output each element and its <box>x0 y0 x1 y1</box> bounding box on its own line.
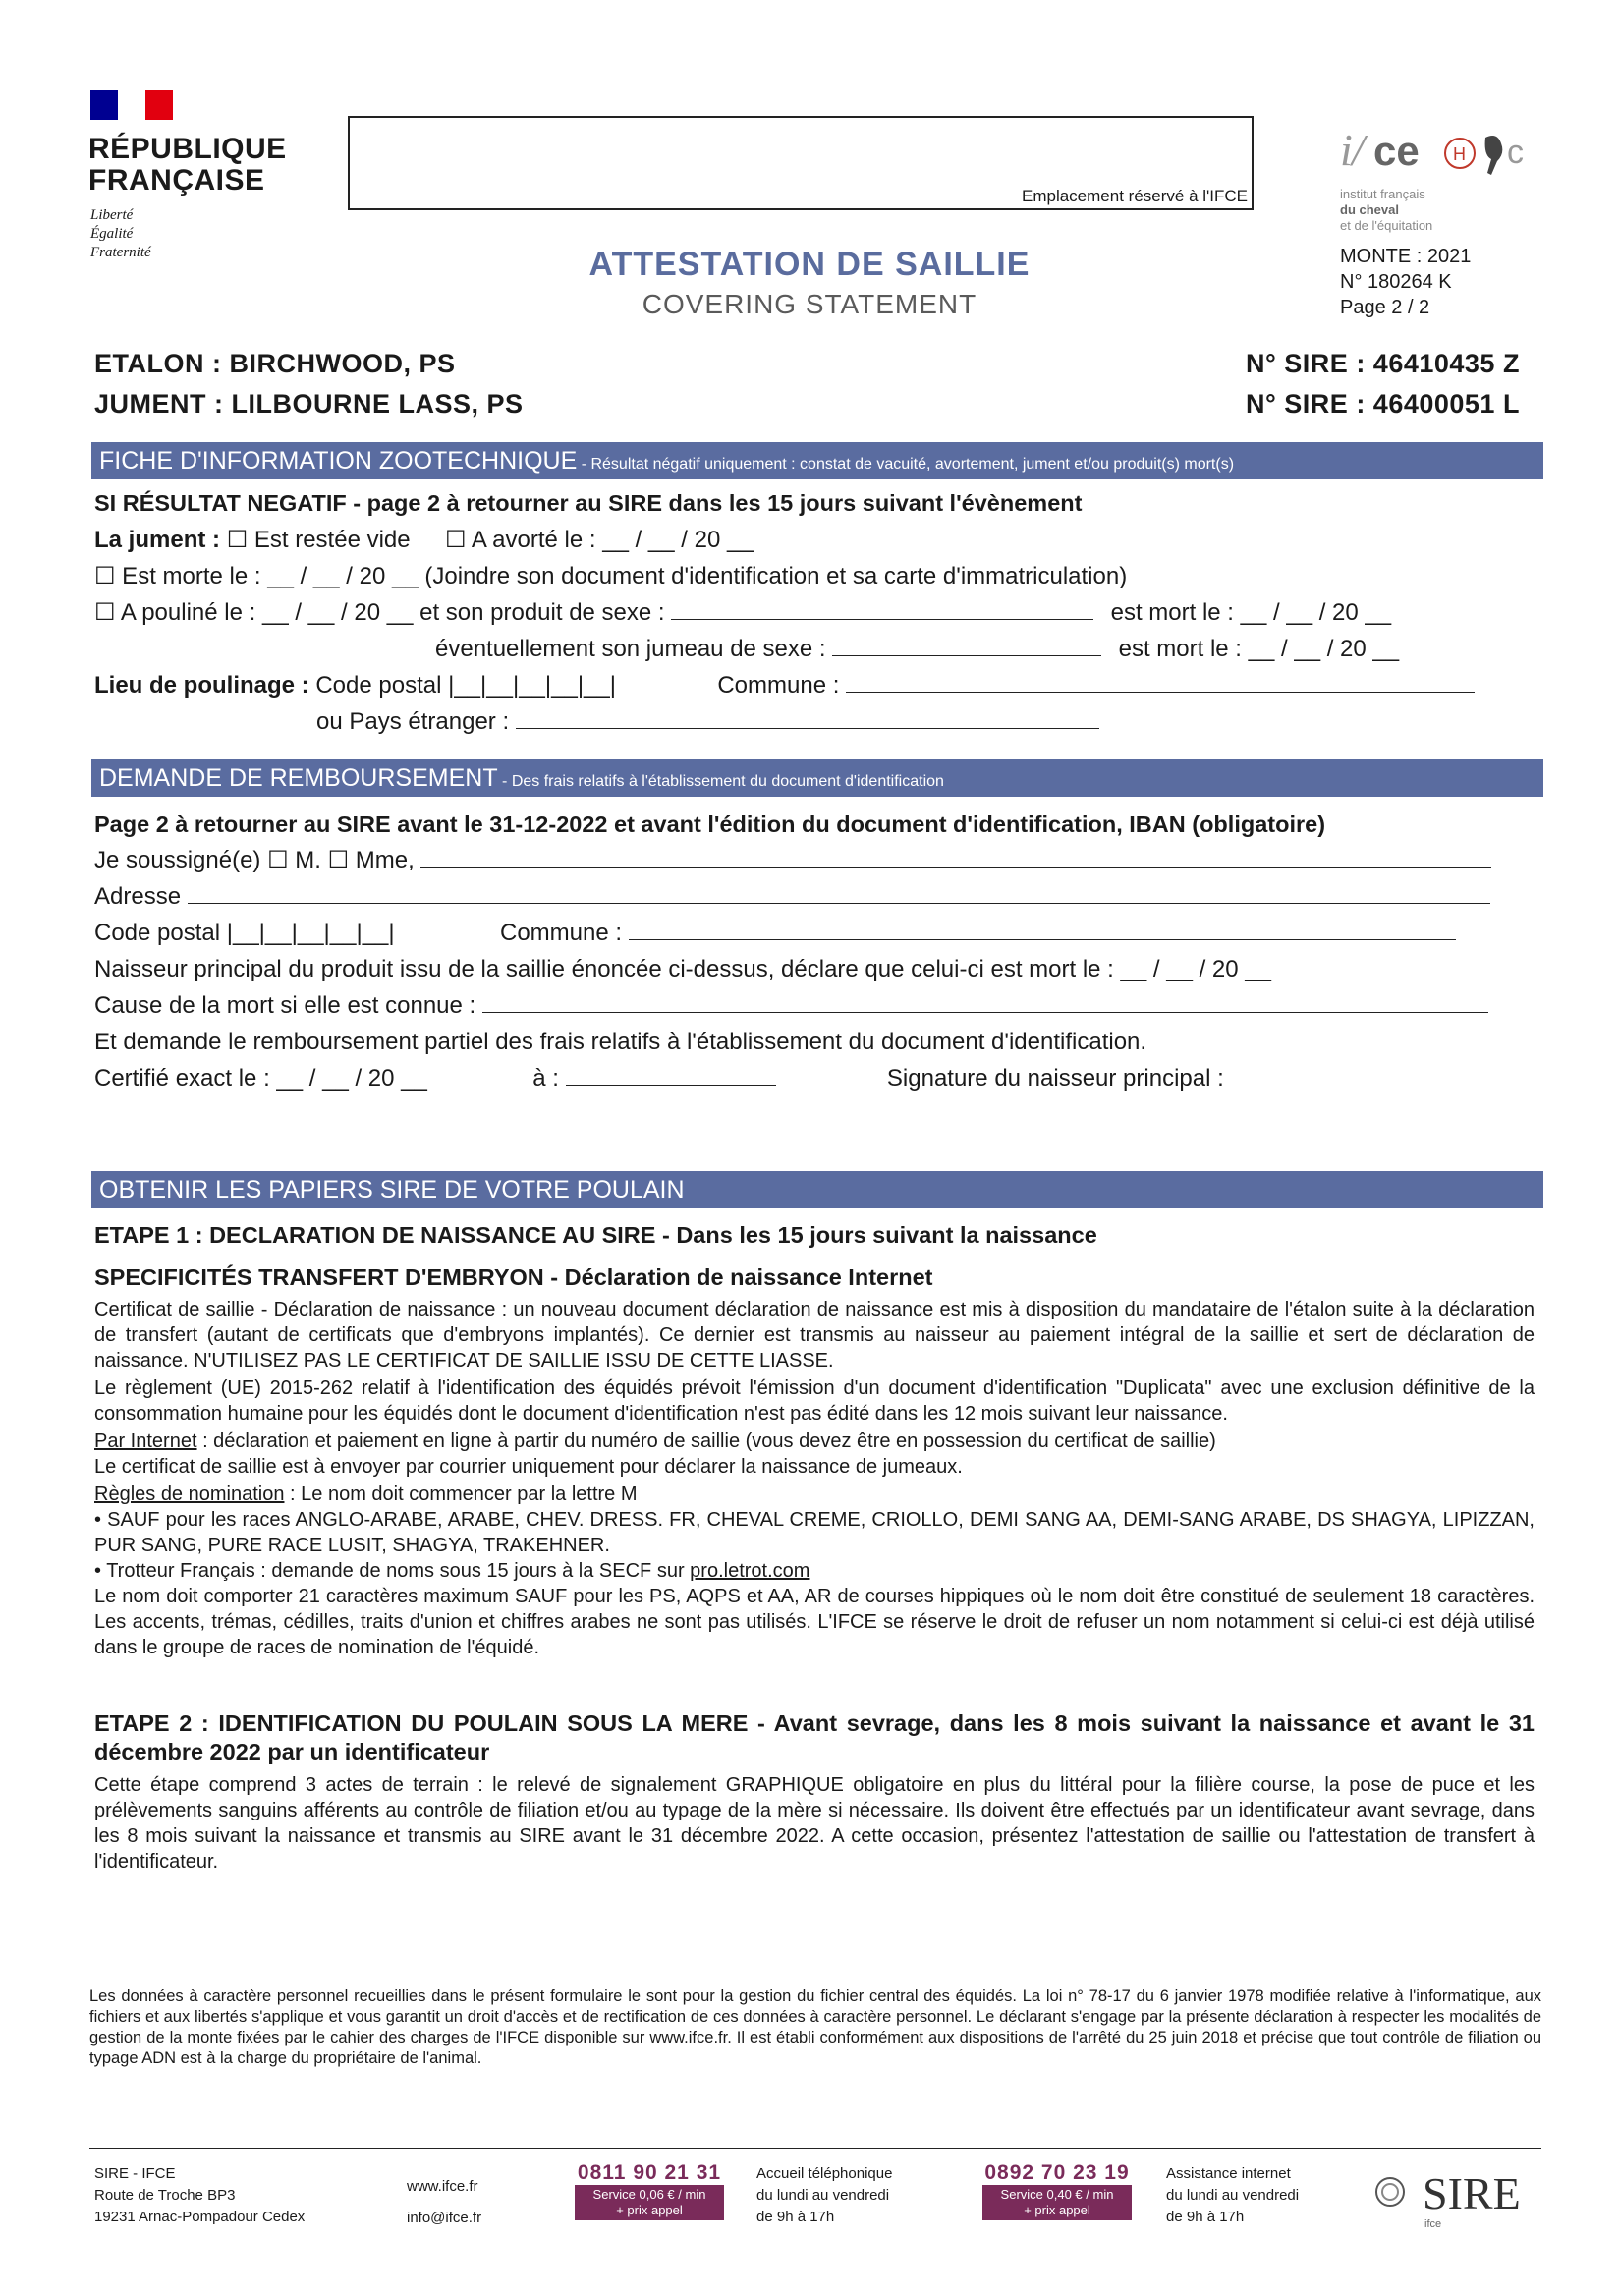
phone2-tariff: Service 0,40 € / min + prix appel <box>982 2185 1132 2220</box>
adresse-line: Adresse <box>94 882 1490 912</box>
reserved-label: Emplacement réservé à l'IFCE <box>1022 187 1248 205</box>
marianne-flag-logo <box>90 90 173 120</box>
email-link[interactable]: info@ifce.fr <box>407 2210 482 2226</box>
pays-line: ou Pays étranger : <box>316 707 1099 737</box>
republic-motto: Liberté Égalité Fraternité <box>90 207 151 260</box>
phone1-tariff: Service 0,06 € / min + prix appel <box>575 2185 724 2220</box>
phone2-number[interactable]: 0892 70 23 19 <box>984 2161 1130 2184</box>
page-number: Page 2 / 2 <box>1340 297 1430 318</box>
legal-notice: Les données à caractère personnel recueillies dans le présent formulaire le sont pour la gestion du fichier central des équidés. La loi n° 78-17 du 6 janvier 1978 modifiée relative à l'informatique, aux fichiers et aux libertés s'applique et vous garantit un droit d'accès et de rectification de ces données à caractère personnel. Le déclarant s'engage par la présente déclaration à respecter les modalités de gestion de la monte fixées par le cahier des charges de l'IFCE disponible sur www.ifce.fr. Il est établi conformément aux dispositions de l'arrêté du 25 juin 2018 et précise que tout contrôle de filiation ou typage ADN est à la charge du propriétaire de l'animal. <box>89 1988 1541 2067</box>
remboursement-heading: Page 2 à retourner au SIRE avant le 31-12-2022 et avant l'édition du document d'identification, IBAN (obligatoire) <box>94 812 1326 837</box>
monte-year: MONTE : 2021 <box>1340 246 1472 267</box>
section-papiers: OBTENIR LES PAPIERS SIRE DE VOTRE POULAIN <box>91 1171 1543 1208</box>
rembours-commune-field[interactable] <box>629 919 1456 940</box>
checkbox-pouline[interactable]: ☐ A pouliné le : __ / __ / 20 __ et son produit de sexe : <box>94 599 665 626</box>
svg-text:i: i <box>1340 125 1353 175</box>
papiers-body <box>94 1297 1535 1660</box>
lieu-poulinage-line: Lieu de poulinage : Code postal |__|__|__|__|__| Commune : <box>94 671 1475 700</box>
pouline-line: ☐ A pouliné le : __ / __ / 20 __ et son produit de sexe : est mort le : __ / __ / 20 __ <box>94 599 1392 626</box>
paragraph-trotteur: • Trotteur Français : demande de noms sous 15 jours à la SECF sur pro.letrot.com <box>94 1560 810 1582</box>
pays-field[interactable] <box>516 707 1099 729</box>
svg-text:H: H <box>1453 144 1466 164</box>
cp-commune-line: Code postal |__|__|__|__|__| Commune : <box>94 919 1456 948</box>
jumeau-sexe-field[interactable] <box>832 635 1101 656</box>
code-postal-field[interactable]: Code postal |__|__|__|__|__| <box>315 672 616 699</box>
section-remboursement: DEMANDE DE REMBOURSEMENT - Des frais relatifs à l'établissement du document d'identification <box>91 759 1543 797</box>
checkbox-restee-vide[interactable]: ☐ Est restée vide <box>226 527 411 553</box>
produit-sexe-field[interactable] <box>671 598 1093 620</box>
sire-swirl-icon <box>1373 2175 1407 2209</box>
document-number: N° 180264 K <box>1340 271 1452 293</box>
footer-contact <box>407 2171 481 2234</box>
svg-text:c: c <box>1507 134 1524 171</box>
cause-line: Cause de la mort si elle est connue : <box>94 991 1488 1021</box>
jumeau-line: éventuellement son jumeau de sexe : est mort le : __ / __ / 20 __ <box>435 636 1400 662</box>
sire-logo: SIRE <box>1423 2168 1521 2218</box>
phone2-block <box>982 2161 1132 2220</box>
sire-logo-sub: ifce <box>1424 2218 1442 2230</box>
republique-francaise-title: RÉPUBLIQUE FRANÇAISE <box>88 133 287 196</box>
footer-divider <box>89 2148 1541 2149</box>
paragraph-caracteres: Le nom doit comporter 21 caractères maximum SAUF pour les PS, AQPS et AA, AR de courses hippiques où le nom doit être constitué de seulement 18 caractères. Les accents, trémas, cédilles, traits d'union et chiffres arabes ne sont pas utilisés. L'IFCE se réserve le droit de refuser un nom notamment si celui-ci est déjà utilisé dans le groupe de races de nomination de l'équidé. <box>94 1586 1535 1658</box>
specificites-heading: SPECIFICITÉS TRANSFERT D'EMBRYON - Déclaration de naissance Internet <box>94 1264 933 1290</box>
lieu-field[interactable] <box>566 1064 776 1086</box>
checkbox-avorte[interactable]: ☐ A avorté le : __ / __ / 20 __ <box>444 527 754 553</box>
paragraph-reglement: Le règlement (UE) 2015-262 relatif à l'identification des équidés prévoit l'émission d'un document d'identification "Duplicata" avec une exclusion définitive de la consommation humaine pour les équidés dont le document d'identification n'est pas édité dans les 12 mois suivant leur naissance. <box>94 1377 1535 1425</box>
paragraph-internet: Par Internet : déclaration et paiement en ligne à partir du numéro de saillie (vous devez être en possession du certificat de saillie) <box>94 1430 1216 1452</box>
footer-address: SIRE - IFCE Route de Troche BP3 19231 Arnac-Pompadour Cedex <box>94 2165 306 2225</box>
ifce-tagline: institut français du cheval et de l'équitation <box>1340 187 1433 233</box>
checkbox-morte[interactable]: ☐ Est morte le : __ / __ / 20 __ (Joindre son document d'identification et sa carte d'immatriculation) <box>94 563 1128 589</box>
phone1-block <box>575 2161 724 2220</box>
ifce-logo <box>1338 118 1535 187</box>
paragraph-etape2: Cette étape comprend 3 actes de terrain : le relevé de signalement GRAPHIQUE obligatoire en plus du littéral pour la filière course, la pose de puce et les prélèvements sanguins afférents au contrôle de filiation et/ou au typage de la mère si nécessaire. Ils doivent être effectués par un identificateur avant sevrage, dans les 8 mois suivant la naissance et transmis au SIRE avant le 31 décembre 2022. A cette occasion, présentez l'attestation de saillie ou l'attestation de transfert à l'identificateur. <box>94 1774 1535 1873</box>
signature-label: Signature du naisseur principal : <box>886 1065 1224 1092</box>
rembours-code-postal-field[interactable]: Code postal |__|__|__|__|__| <box>94 920 395 946</box>
paragraph-jumeaux: Le certificat de saillie est à envoyer par courrier uniquement pour déclarer la naissance de jumeaux. <box>94 1456 963 1478</box>
nom-field[interactable] <box>420 846 1491 868</box>
etalon-name: ETALON : BIRCHWOOD, PS <box>94 349 456 378</box>
jument-status-line: La jument : ☐ Est restée vide ☐ A avorté le : __ / __ / 20 __ <box>94 527 754 553</box>
phone1-description: Accueil téléphonique du lundi au vendredi de 9h à 17h <box>756 2165 893 2225</box>
zootech-heading: SI RÉSULTAT NEGATIF - page 2 à retourner au SIRE dans les 15 jours suivant l'évènement <box>94 490 1083 516</box>
ifce-reserved-box <box>348 116 1254 210</box>
section-zootechnique: FICHE D'INFORMATION ZOOTECHNIQUE - Résultat négatif uniquement : constat de vacuité, avortement, jument et/ou produit(s) mort(s) <box>91 442 1543 479</box>
jument-sire-number: N° SIRE : 46400051 L <box>1246 389 1520 419</box>
document-title: ATTESTATION DE SAILLIE <box>588 246 1031 283</box>
website-link[interactable]: www.ifce.fr <box>407 2178 478 2195</box>
certifie-date-field[interactable]: Certifié exact le : __ / __ / 20 __ <box>94 1065 427 1092</box>
etape1-heading: ETAPE 1 : DECLARATION DE NAISSANCE AU SIRE - Dans les 15 jours suivant la naissance <box>94 1222 1097 1248</box>
certifie-line: Certifié exact le : __ / __ / 20 __ à : Signature du naisseur principal : <box>94 1065 1224 1092</box>
phone2-description: Assistance internet du lundi au vendredi de 9h à 17h <box>1166 2165 1300 2225</box>
svg-text:ce: ce <box>1373 128 1420 174</box>
cause-field[interactable] <box>482 991 1488 1013</box>
letrot-link[interactable]: pro.letrot.com <box>690 1560 810 1582</box>
paragraph-nomination: Règles de nomination : Le nom doit commencer par la lettre M <box>94 1484 638 1505</box>
paragraph-certificat: Certificat de saillie - Déclaration de naissance : un nouveau document déclaration de naissance est mis à disposition du mandataire de l'étalon suite à la déclaration de transfert (autant de certificats que d'embryons implantés). Ce dernier est transmis au naisseur au paiement intégral de la saillie et sert de déclaration de naissance. N'UTILISEZ PAS LE CERTIFICAT DE SAILLIE ISSU DE CETTE LIASSE. <box>94 1299 1535 1372</box>
adresse-field[interactable] <box>188 882 1490 904</box>
etalon-sire-number: N° SIRE : 46410435 Z <box>1246 349 1520 378</box>
svg-text:/: / <box>1352 125 1365 175</box>
etape2-heading: ETAPE 2 : IDENTIFICATION DU POULAIN SOUS LA MERE - Avant sevrage, dans les 8 mois suivant la naissance et avant le 31 décembre 2022 par un identificateur <box>94 1710 1535 1764</box>
document-subtitle: COVERING STATEMENT <box>642 289 977 319</box>
phone1-number[interactable]: 0811 90 21 31 <box>577 2161 722 2184</box>
naisseur-line: Naisseur principal du produit issu de la saillie énoncée ci-dessus, déclare que celui-ci est mort le : __ / __ / 20 __ <box>94 956 1271 982</box>
demande-line: Et demande le remboursement partiel des frais relatifs à l'établissement du document d'identification. <box>94 1029 1147 1055</box>
paragraph-races: • SAUF pour les races ANGLO-ARABE, ARABE, CHEV. DRESS. FR, CHEVAL CREME, CRIOLLO, DEMI SANG AA, DEMI-SANG ARABE, DS SHAGYA, LIPIZZAN, PUR SANG, PURE RACE LUSIT, SHAGYA, TRAKEHNER. <box>94 1509 1535 1556</box>
jument-name: JUMENT : LILBOURNE LASS, PS <box>94 389 524 419</box>
soussigne-line: Je soussigné(e) ☐ M. ☐ Mme, <box>94 846 1491 875</box>
commune-field[interactable] <box>846 671 1475 693</box>
